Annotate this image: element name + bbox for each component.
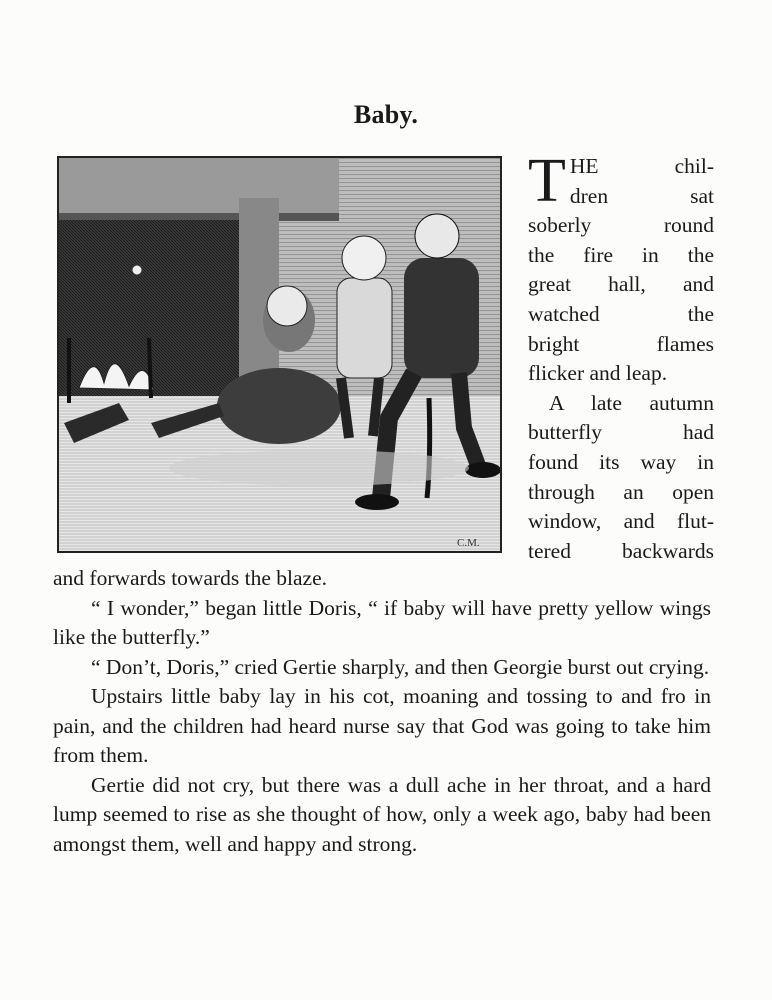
side-text-column [528,147,714,566]
paragraph: Upstairs little baby lay in his cot, moaning and tossing to and fro in pain, and the children had heard nurse say that God was going to take him from them. [53,684,711,767]
side-line: great hall, and [528,272,714,297]
paragraph: “ Don’t, Doris,” cried Gertie sharply, and then Georgie burst out crying. [91,654,710,679]
children-by-fire-illustration [57,156,502,553]
side-line: HE chil- [569,154,714,178]
drop-cap: T [528,147,566,215]
paragraph: and forwards towards the blaze. [53,566,328,590]
side-line: tered backwards [528,538,714,563]
side-line: A late autumn [549,390,714,415]
side-line: the fire in the [528,242,714,267]
side-line: watched the [528,301,714,326]
side-line: soberly round [528,213,714,238]
paragraph: Gertie did not cry, but there was a dull ache in her throat, and a hard lump seemed to rise as she thought of how, only a week ago, baby had been amongst them, well and happy and strong. [53,772,711,856]
side-line: flicker and leap. [528,361,668,386]
body-text [53,564,711,859]
side-line: butterfly had [528,420,714,445]
artist-signature: C.M. [457,537,480,549]
side-line: found its way in [528,449,714,474]
side-line: window, and flut- [528,509,714,534]
side-line: dren sat [569,183,714,208]
page-title: Baby. [353,100,419,129]
side-line: bright flames [528,331,714,356]
paragraph: “ I wonder,” began little Doris, “ if baby will have pretty yellow wings like the butterfly.” [53,595,711,649]
side-line: through an open [528,479,714,504]
